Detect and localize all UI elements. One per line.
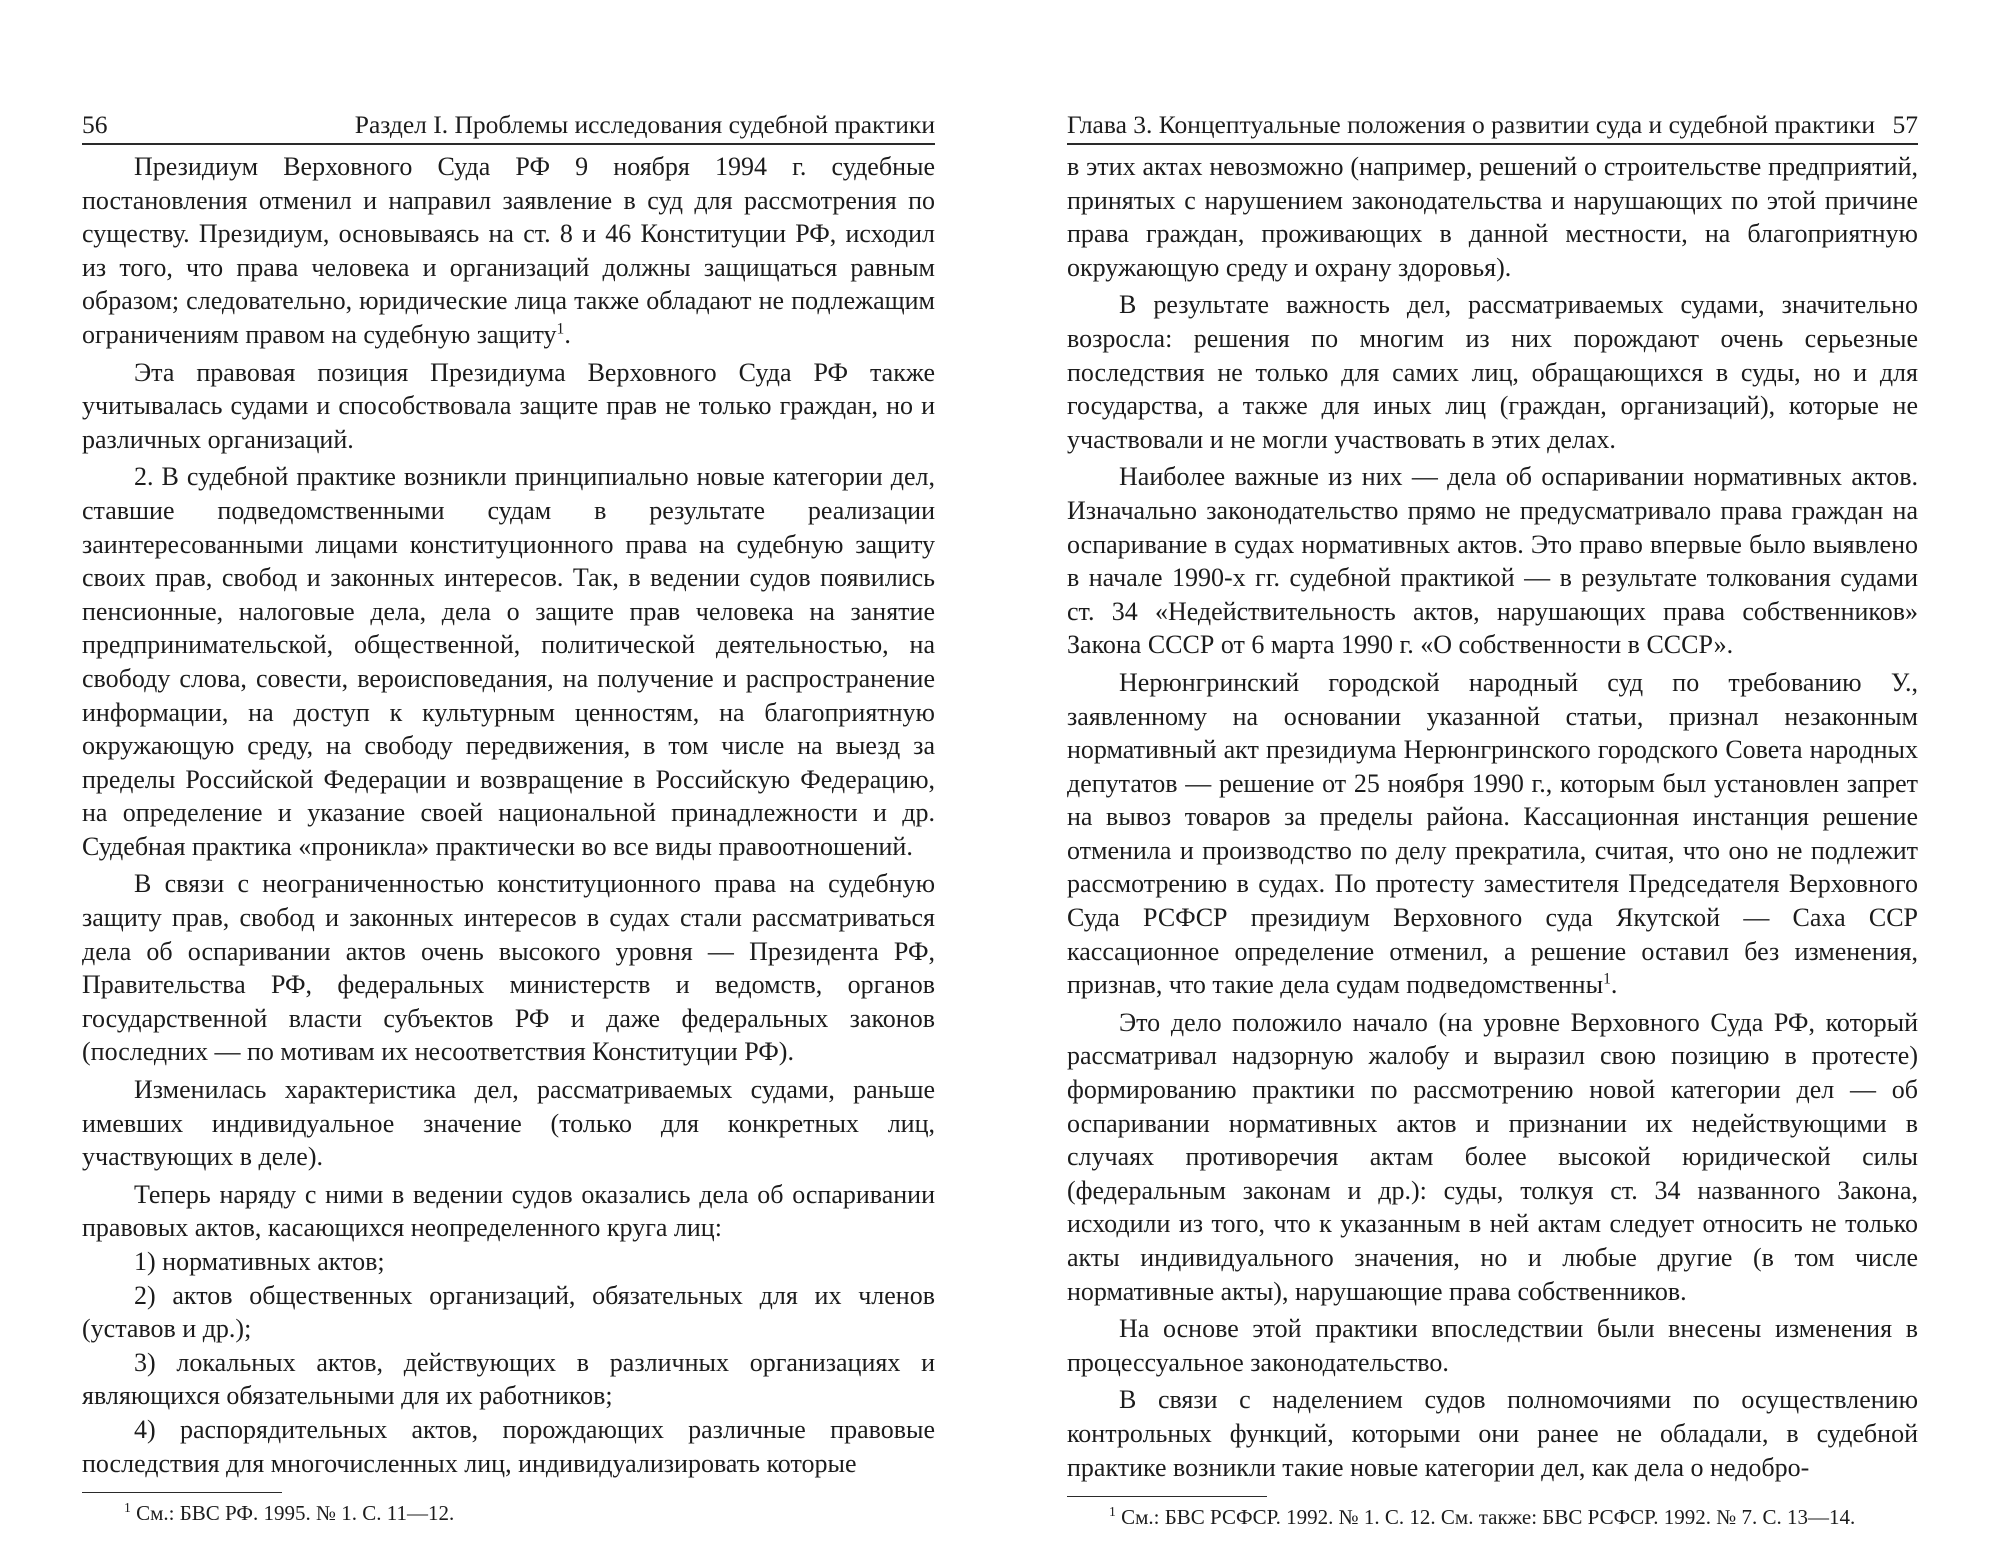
paragraph: Изменилась характеристика дел, рассматриваемых судами, раньше имевших индивидуальное значение (только для конкретных лиц, участвующих в деле).	[82, 1075, 935, 1172]
paragraph: Эта правовая позиция Президиума Верховного Суда РФ также учитывалась судами и способствовала защите прав не только граждан, но и различных организаций.	[82, 357, 935, 454]
right-body-text	[1067, 150, 1918, 1484]
list-item: 1) нормативных актов;	[134, 1247, 385, 1276]
paragraph: в этих актах невозможно (например, решений о строительстве предприятий, принятых с нарушением законодательства и нарушающих по этой причине права граждан, проживающих в данной местности, на благоприятную окружающую среду и охрану здоровья).	[1067, 152, 1918, 282]
list-item: 4) распорядительных актов, порождающих различные правовые последствия для многочисленных лиц, индивидуализировать которые	[82, 1414, 935, 1478]
left-body-text	[82, 150, 935, 1480]
paragraph: Теперь наряду с ними в ведении судов оказались дела об оспаривании правовых актов, касающихся неопределенного круга лиц:	[82, 1179, 935, 1243]
footnote-text: См.: БВС РСФСР. 1992. № 1. С. 12. См. также: БВС РСФСР. 1992. № 7. С. 13—14.	[1121, 1505, 1856, 1530]
footnote-reference: 1	[1603, 970, 1611, 988]
footnote-text: См.: БВС РФ. 1995. № 1. С. 11—12.	[136, 1501, 455, 1526]
list-item: 3) локальных актов, действующих в различных организациях и являющихся обязательными для их работников;	[82, 1347, 935, 1411]
paragraph: В связи с неограниченностью конституционного права на судебную защиту прав, свобод и законных интересов в судах стали рассматриваться дела об оспаривании актов очень высокого уровня — Президента РФ, Правительства РФ, федеральных министерств и ведомств, органов государственной власти субъектов РФ и даже федеральных законов (последних — по мотивам их несоответствия Конституции РФ).	[82, 869, 935, 1067]
left-running-title: Раздел I. Проблемы исследования судебной практики	[354, 110, 935, 139]
right-running-head	[1067, 110, 1918, 145]
left-running-head	[82, 110, 935, 145]
list-item: 2) актов общественных организаций, обязательных для их членов (уставов и др.);	[82, 1280, 935, 1344]
right-footnote	[1067, 1503, 1918, 1531]
left-footnote	[82, 1499, 935, 1527]
footnote-reference: 1	[556, 320, 565, 338]
footnote-divider	[1067, 1496, 1267, 1497]
paragraph: Президиум Верховного Суда РФ 9 ноября 1994 г. судебные постановления отменил и направил заявление в суд для рассмотрения по существу. Президиум, основываясь на ст. 8 и 46 Конституции РФ, исходил из того, что права человека и организаций должны защищаться равным образом; следовательно, юридические лица также обладают не подлежащим ограничениям правом на судебную защиту$^1$.	[82, 152, 935, 349]
paragraph: В связи с наделением судов полномочиями по осуществлению контрольных функций, которыми они ранее не обладали, в судебной практике возникли такие новые категории дел, как дела о недобро-	[1067, 1385, 1918, 1482]
footnote-mark: 1	[124, 1500, 131, 1516]
paragraph: 2. В судебной практике возникли принципиально новые категории дел, ставшие подведомственными судам в результате реализации заинтересованными лицами конституционного права на судебную защиту своих прав, свобод и законных интересов. Так, в ведении судов появились пенсионные, налоговые дела, дела о защите прав человека на занятие предпринимательской, общественной, политической деятельностью, на свободу слова, совести, вероисповедания, на получение и распространение информации, на доступ к культурным ценностям, на благоприятную окружающую среду, на свободу передвижения, в том числе на выезд за пределы Российской Федерации и возвращение в Российскую Федерацию, на определение и указание своей национальной принадлежности и др. Судебная практика «проникла» практически во все виды правоотношений.	[82, 462, 935, 861]
left-page-number: 56	[82, 110, 108, 139]
paragraph: Это дело положило начало (на уровне Верховного Суда РФ, который рассматривал надзорную жалобу и выразил свою позицию в протесте) формированию практики по рассмотрению новой категории дел — об оспаривании нормативных актов и признании их недействующими в случаях противоречия актам более высокой юридической силы (федеральным законам и др.): суды, толкуя ст. 34 названного Закона, исходили из того, что к указанным в ней актам следует относить не только акты индивидуального значения, но и любые другие (в том числе нормативные акты), нарушающие права собственников.	[1067, 1007, 1918, 1306]
right-page	[1067, 110, 1918, 1531]
paragraph: Наиболее важные из них — дела об оспаривании нормативных актов. Изначально законодательство прямо не предусматривало права граждан на оспаривание в судах нормативных актов. Это право впервые было выявлено в начале 1990-х гг. судебной практикой — в результате толкования судами ст. 34 «Недействительность актов, нарушающих права собственников» Закона СССР от 6 марта 1990 г. «О собственности в СССР».	[1067, 462, 1918, 660]
paragraph: В результате важность дел, рассматриваемых судами, значительно возросла: решения по многим из них порождают очень серьезные последствия не только для самих лиц, обращающихся в суды, но и для государства, а также для иных лиц (граждан, организаций), которые не участвовали и не могли участвовать в этих делах.	[1067, 290, 1918, 454]
paragraph: Нерюнгринский городской народный суд по требованию У., заявленному на основании указанной статьи, признал незаконным нормативный акт президиума Нерюнгринского городского Совета народных депутатов — решение от 25 ноября 1990 г., которым был установлен запрет на вывоз товаров за пределы района. Кассационная инстанция решение отменила и производство по делу прекратила, считая, что оно не подлежит рассмотрению в судах. По протесту заместителя Председателя Верховного Суда РСФСР президиум Верховного суда Якутской — Саха ССР кассационное определение отменил, а решение оставил без изменения, признав, что такие дела судам подведомственны$^1$.	[1067, 667, 1918, 1000]
paragraph: На основе этой практики впоследствии были внесены изменения в процессуальное законодательство.	[1067, 1314, 1918, 1377]
right-page-number: 57	[1892, 110, 1918, 139]
right-running-title: Глава 3. Концептуальные положения о развитии суда и судебной практики	[1067, 110, 1875, 139]
footnote-mark: 1	[1109, 1504, 1116, 1520]
left-page	[82, 110, 935, 1527]
footnote-divider	[82, 1492, 282, 1493]
